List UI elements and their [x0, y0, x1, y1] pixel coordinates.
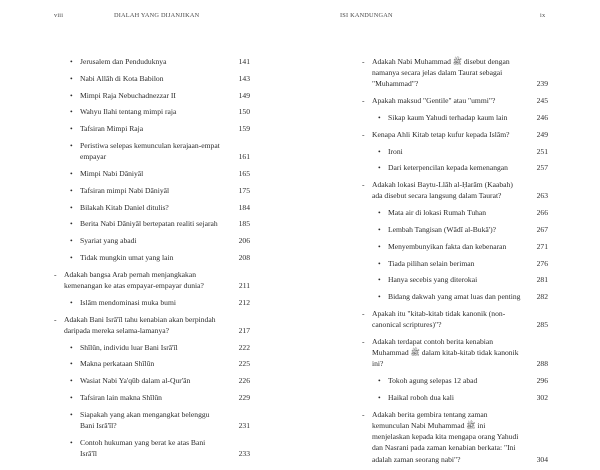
left-running-title: DIALAH YANG DIJANJIKAN [114, 12, 200, 19]
toc-entry [362, 392, 548, 403]
toc-entry-title: Tiada pilihan selain beriman [388, 258, 475, 268]
dot-bullet: • [70, 392, 73, 402]
toc-entry-page: 276 [536, 258, 548, 268]
toc-entry [54, 56, 250, 67]
toc-entry-page: 165 [238, 168, 250, 178]
dash-bullet: - [362, 409, 365, 419]
toc-entry-page: 281 [536, 275, 548, 285]
toc-entry [54, 235, 250, 246]
toc-entry-page: 239 [536, 79, 548, 89]
toc-entry-page: 245 [536, 96, 548, 106]
toc-entry-title: Hanya secebis yang diterokai [388, 275, 478, 285]
left-toc-list [54, 56, 250, 465]
toc-entry-page: 251 [536, 146, 548, 156]
toc-entry-title: Lembah Tangisan (Wādī al-Bukā')? [388, 224, 497, 234]
toc-entry-title: Sikap kaum Yahudi terhadap kaum lain [388, 113, 508, 122]
toc-entry [54, 140, 250, 162]
dot-bullet: • [70, 437, 73, 447]
toc-entry [54, 168, 250, 179]
toc-entry-page: 206 [238, 236, 250, 246]
toc-entry-page: 263 [536, 191, 548, 201]
toc-entry-title: Berita Nabi Dāniyāl bertepatan realiti sejarah [80, 219, 218, 229]
dot-bullet: • [378, 146, 381, 156]
dot-bullet: • [70, 376, 73, 386]
toc-entry-page: 212 [238, 297, 250, 307]
toc-entry-page: 257 [536, 163, 548, 173]
dot-bullet: • [378, 258, 381, 268]
right-toc-list [362, 56, 548, 470]
toc-entry [362, 95, 548, 106]
right-page-number: ix [540, 12, 546, 19]
toc-entry [54, 106, 250, 117]
dot-bullet: • [378, 292, 381, 302]
right-running-title: ISI KANDUNGAN [340, 12, 393, 19]
dot-bullet: • [70, 107, 73, 117]
toc-entry [54, 358, 250, 369]
toc-entry [362, 207, 548, 218]
toc-entry-title: Islām mendominasi muka bumi [80, 297, 176, 307]
toc-entry-title: Ironi [388, 146, 403, 156]
dash-bullet: - [362, 308, 365, 318]
toc-entry-title: Adakah Nabi Muhammad ﷺ disebut dengan namanya secara jelas dalam Taurat sebagai "Muhammad"? [372, 57, 510, 89]
toc-entry [54, 185, 250, 196]
toc-entry-page: 233 [238, 448, 250, 458]
dot-bullet: • [378, 163, 381, 173]
toc-entry-title: Shīlūn, individu luar Bani Isrā'īl [80, 342, 178, 352]
dash-bullet: - [362, 336, 365, 346]
toc-entry-title: Apakah maksud "Gentile" atau "ummi"? [372, 96, 496, 106]
toc-entry-title: Mata air di lokasi Rumah Tuhan [388, 208, 487, 218]
toc-entry-page: 217 [238, 325, 250, 335]
dot-bullet: • [70, 185, 73, 195]
toc-entry [362, 375, 548, 386]
dot-bullet: • [378, 392, 381, 402]
toc-entry [54, 392, 250, 403]
toc-entry-page: 184 [238, 202, 250, 212]
toc-entry-title: Syariat yang abadi [80, 236, 137, 246]
dot-bullet: • [70, 57, 73, 66]
toc-entry-title: Adakah lokasi Baytu-Llāh al-Ḥarām (Kaabah) ada disebut secara langsung dalam Taurat? [372, 180, 513, 201]
toc-entry [54, 269, 250, 291]
toc-entry-page: 267 [536, 224, 548, 234]
dot-bullet: • [70, 252, 73, 262]
toc-entry [362, 258, 548, 269]
toc-entry [54, 342, 250, 353]
toc-entry [54, 437, 250, 459]
toc-entry-page: 302 [536, 392, 548, 402]
toc-entry-page: 282 [536, 292, 548, 302]
toc-entry [362, 241, 548, 252]
toc-entry [54, 202, 250, 213]
toc-entry [54, 218, 250, 229]
toc-entry-title: Adakah terdapat contoh berita kenabian Muhammad ﷺ dalam kitab-kitab tidak kanonik ini? [372, 336, 519, 369]
toc-entry-page: 249 [536, 129, 548, 139]
toc-entry [54, 73, 250, 84]
toc-entry-page: 150 [238, 107, 250, 117]
toc-entry-title: Tidak mungkin umat yang lain [80, 252, 174, 262]
toc-entry [362, 112, 548, 123]
toc-entry [54, 252, 250, 263]
dash-bullet: - [362, 57, 365, 66]
toc-entry [362, 162, 548, 173]
toc-entry-title: Menyembunyikan fakta dan kebenaran [388, 241, 507, 251]
dot-bullet: • [378, 208, 381, 218]
toc-entry-page: 225 [238, 359, 250, 369]
toc-entry [54, 375, 250, 386]
left-page-number: viii [54, 12, 64, 19]
toc-entry-page: 266 [536, 208, 548, 218]
toc-entry-title: Bidang dakwah yang amat luas dan penting [388, 292, 521, 302]
toc-entry-page: 185 [238, 219, 250, 229]
toc-entry-title: Apakah itu "kitab-kitab tidak kanonik (non-canonical scriptures)"? [372, 308, 506, 330]
toc-entry [362, 146, 548, 157]
toc-entry [54, 297, 250, 308]
dot-bullet: • [70, 168, 73, 178]
toc-entry-title: Nabi Allāh di Kota Babilon [80, 73, 164, 83]
dash-bullet: - [362, 96, 365, 106]
dash-bullet: - [54, 269, 57, 279]
toc-entry-title: Tafsiran mimpi Nabi Dāniyāl [80, 185, 170, 195]
toc-entry [362, 291, 548, 302]
toc-entry [362, 409, 548, 465]
toc-entry-title: Wasiat Nabi Ya'qūb dalam al-Qur'ān [80, 376, 191, 386]
dot-bullet: • [70, 140, 73, 150]
toc-entry [54, 90, 250, 101]
toc-entry-title: Bilakah Kitab Daniel ditulis? [80, 202, 169, 212]
dot-bullet: • [70, 73, 73, 83]
toc-entry [362, 179, 548, 201]
toc-entry [54, 314, 250, 336]
toc-entry-page: 143 [238, 73, 250, 83]
toc-entry-title: Tafsiran Mimpi Raja [80, 124, 144, 134]
dot-bullet: • [70, 359, 73, 369]
toc-entry-page: 304 [536, 454, 548, 464]
dot-bullet: • [70, 236, 73, 246]
toc-entry-page: 246 [536, 113, 548, 122]
toc-entry-title: Kenapa Ahli Kitab tetap kufur kepada Islām? [372, 129, 510, 139]
dash-bullet: - [54, 314, 57, 324]
toc-entry-page: 211 [238, 280, 250, 290]
toc-entry-page: 161 [238, 152, 250, 162]
toc-entry-page: 296 [536, 376, 548, 386]
toc-entry-page: 208 [238, 252, 250, 262]
toc-entry-page: 226 [238, 376, 250, 386]
dot-bullet: • [70, 342, 73, 352]
toc-entry [54, 409, 250, 431]
toc-entry-page: 141 [238, 57, 250, 66]
toc-entry-title: Mimpi Raja Nebuchadnezzar II [80, 90, 176, 100]
dash-bullet: - [362, 129, 365, 139]
toc-entry-title: Siapakah yang akan mengangkat belenggu Bani Isrā'īl? [80, 409, 210, 430]
dot-bullet: • [70, 202, 73, 212]
toc-entry-title: Makna perkataan Shīlūn [80, 359, 155, 369]
toc-entry-page: 149 [238, 90, 250, 100]
left-page [0, 0, 300, 464]
toc-entry [362, 308, 548, 330]
dash-bullet: - [362, 180, 365, 190]
toc-entry-title: Tafsiran lain makna Shīlūn [80, 392, 162, 402]
toc-entry-page: 159 [238, 124, 250, 134]
toc-entry-title: Haikal roboh dua kali [388, 392, 455, 402]
toc-entry-page: 285 [536, 320, 548, 330]
toc-entry-title: Contoh hukuman yang berat ke atas Bani Isrā'īl [80, 437, 206, 458]
dot-bullet: • [70, 90, 73, 100]
toc-entry [362, 129, 548, 140]
toc-entry-page: 288 [536, 359, 548, 369]
dot-bullet: • [70, 219, 73, 229]
right-page [300, 0, 600, 464]
toc-entry-page: 271 [536, 241, 548, 251]
toc-entry [362, 56, 548, 90]
toc-entry-page: 231 [238, 420, 250, 430]
dot-bullet: • [70, 409, 73, 419]
toc-entry-title: Dari keterpencilan kepada kemenangan [388, 163, 508, 173]
toc-entry [362, 224, 548, 235]
toc-entry-title: Tokoh agung selepas 12 abad [388, 376, 478, 386]
toc-entry-title: Mimpi Nabi Dāniyāl [80, 168, 144, 178]
toc-entry-title: Adakah berita gembira tentang zaman kemunculan Nabi Muhammad ﷺ ini menjelaskan kepada kita mengapa orang Yahudi dan Nasrani pada zaman kenabian berkata: "Ini adalah zaman seorang nabi"? [372, 409, 519, 464]
toc-entry-page: 229 [238, 392, 250, 402]
toc-entry [362, 336, 548, 370]
toc-entry-title: Jerusalem dan Penduduknya [80, 57, 167, 66]
dot-bullet: • [70, 124, 73, 134]
toc-entry-page: 175 [238, 185, 250, 195]
toc-entry-title: Wahyu Ilahi tentang mimpi raja [80, 107, 177, 117]
dot-bullet: • [70, 297, 73, 307]
toc-entry-page: 222 [238, 342, 250, 352]
toc-entry-title: Adakah Bani Isrā'īl tahu kenabian akan berpindah daripada mereka selama-lamanya? [64, 314, 216, 335]
dot-bullet: • [378, 275, 381, 285]
toc-entry-title: Peristiwa selepas kemunculan kerajaan-empat empayar [80, 140, 220, 162]
toc-entry [54, 123, 250, 134]
dot-bullet: • [378, 376, 381, 386]
toc-entry [362, 274, 548, 285]
dot-bullet: • [378, 241, 381, 251]
dot-bullet: • [378, 113, 381, 122]
toc-entry-title: Adakah bangsa Arab pernah menjangkakan kemenangan ke atas empayar-empayar dunia? [64, 269, 204, 290]
dot-bullet: • [378, 224, 381, 234]
